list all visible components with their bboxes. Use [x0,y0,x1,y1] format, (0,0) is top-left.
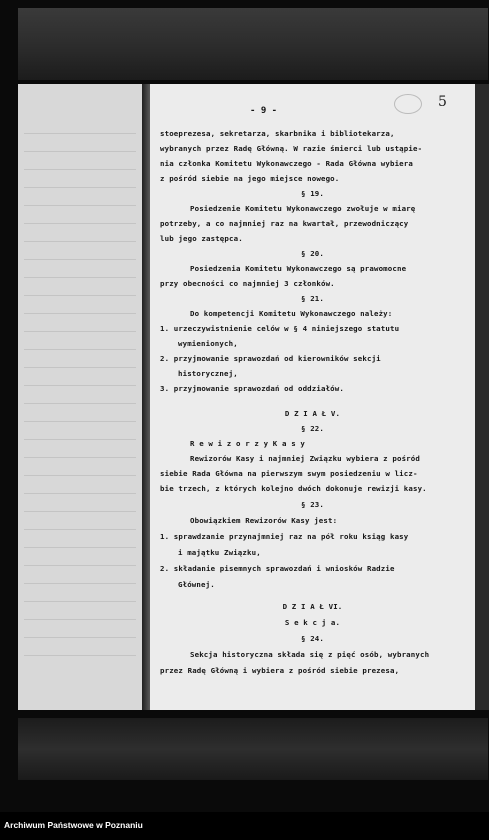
text-line: lub jego zastępca. [160,234,243,243]
page-header: - 9 - [250,106,278,116]
document-page [150,84,475,710]
text-line: Do kompetencji Komitetu Wykonawczego należy: [190,309,393,318]
text-line: stoeprezesa, sekretarza, skarbnika i bibliotekarza, [160,129,395,138]
text-line: z pośród siebie na jego miejsce nowego. [160,174,340,183]
text-line: przez Radę Główną i wybiera z pośród siebie prezesa, [160,666,400,675]
section-heading: § 19. [301,189,324,198]
text-line: 3. przyjmowanie sprawozdań od oddziałów. [160,384,344,393]
text-line: 1. sprawdzanie przynajmniej raz na pół roku ksiąg kasy [160,532,409,541]
text-line: Posiedzenie Komitetu Wykonawczego zwołuje w miarę [190,204,416,213]
text-line: Rewizorów Kasy i najmniej Związku wybiera z pośród [190,454,420,463]
text-line: przy obecności co najmniej 3 członków. [160,279,335,288]
subtitle: R e w i z o r z y K a s y [190,439,305,448]
text-line: Posiedzenia Komitetu Wykonawczego są prawomocne [190,264,407,273]
section-heading: § 21. [301,294,324,303]
chapter-heading: D Z I A Ł V. [284,409,341,418]
page-fold [142,84,150,710]
text-line: nia członka Komitetu Wykonawczego - Rada Główna wybiera [160,159,413,168]
section-heading: § 22. [301,424,324,433]
text-line: siebie Rada Główna na pierwszym swym posiedzeniu w licz- [160,469,418,478]
text-line: 2. przyjmowanie sprawozdań od kierowników sekcji [160,354,381,363]
text-line: bie trzech, z których kolejno dwóch dokonuje rewizji kasy. [160,484,427,493]
film-band-top [18,8,488,80]
left-page-fragment [18,84,142,710]
text-line: 1. urzeczywistnienie celów w § 4 niniejszego statutu [160,324,400,333]
text-line: wymienionych, [178,339,238,348]
text-line: Obowiązkiem Rewizorów Kasy jest: [190,516,338,525]
film-band-bottom [18,718,488,780]
archive-name: Archiwum Państwowe w Poznaniu [4,820,143,830]
section-heading: § 20. [301,249,324,258]
faded-text [24,124,136,670]
section-heading: § 24. [301,634,324,643]
text-line: wybranych przez Radę Główną. W razie śmierci lub ustąpie- [160,144,423,153]
section-heading: § 23. [301,500,324,509]
text-line: 2. składanie pisemnych sprawozdań i wniosków Radzie [160,564,395,573]
text-line: potrzeby, a co najmniej raz na kwartał, przewodniczący [160,219,409,228]
text-line: Sekcja historyczna składa się z pięć osób, wybranych [190,650,430,659]
circle-mark [394,94,422,114]
page-edge-shadow [475,84,489,710]
text-line: Głównej. [178,580,215,589]
footer-bar [0,812,489,840]
text-line: i majątku Związku, [178,548,261,557]
text-line: historycznej, [178,369,238,378]
subtitle: S e k c j a. [284,618,341,627]
corner-page-number: 5 [438,94,447,110]
chapter-heading: D Z I A Ł VI. [282,602,343,611]
